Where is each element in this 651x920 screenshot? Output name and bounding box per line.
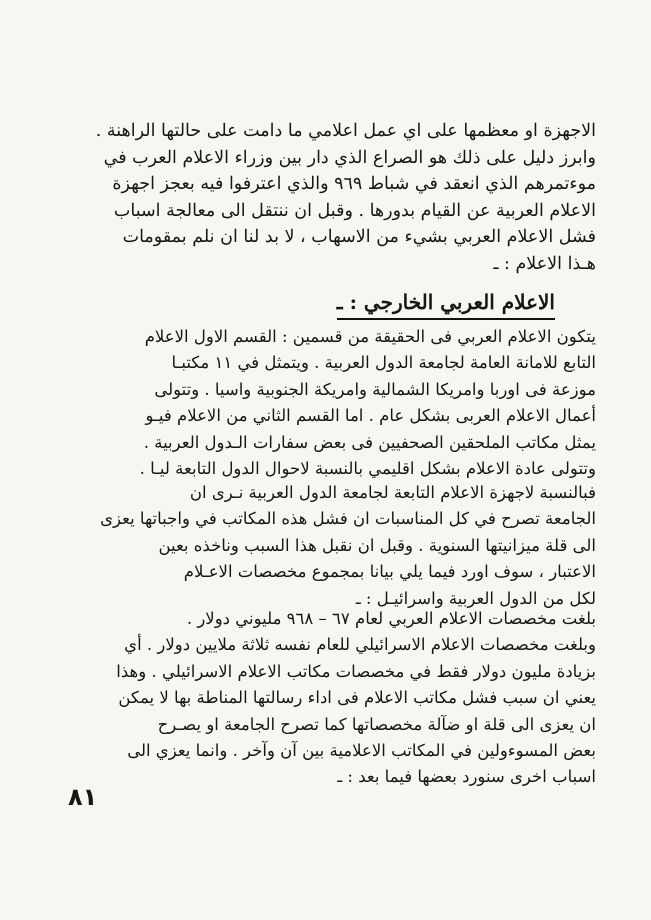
text-line: موءتمرهم الذي انعقد في شباط ٩٦٩ والذي اعترفوا فيه بعجز اجهزة (112, 174, 596, 194)
text-line: يمثل مكاتب الملحقين الصحفيين فى بعض سفارات الـدول العربية . (143, 432, 596, 452)
paragraph-2 (66, 324, 596, 482)
paragraph-3 (66, 480, 596, 612)
text-line: بلغت مخصصات الاعلام العربي لعام ٦٧ – ٩٦٨ مليوني دولار . (186, 609, 596, 628)
text-line: بعض المسوءولين في المكاتب الاعلامية بين آن وآخر . وانما يعزي الى (127, 741, 596, 761)
text-line: الجامعة تصرح في كل المناسبات ان فشل هذه المكاتب في واجباتها يعزى (100, 509, 596, 529)
paragraph-4 (66, 606, 596, 791)
text-line: يتكون الاعلام العربي فى الحقيقة من قسمين : القسم الاول الاعلام (144, 327, 596, 346)
text-line: فبالنسبة لاجهزة الاعلام التابعة لجامعة الدول العربية نـرى ان (189, 483, 596, 502)
text-line: التابع للامانة العامة لجامعة الدول العربية . ويتمثل في ١١ مكتبـا (171, 353, 596, 373)
text-line: الاجهزة او معظمها على اي عمل اعلامي ما دامت على حالتها الراهنة . (95, 121, 596, 141)
text-line: أعمال الاعلام العربى بشكل عام . اما القسم الثاني من الاعلام فيـو (145, 406, 596, 426)
section-heading: الاعلام العربي الخارجي : ـ (337, 290, 555, 320)
text-line: موزعة فى اوربا وامريكا الشمالية وامريكة الجنوبية واسيا . وتتولى (154, 379, 596, 399)
text-line: بزيادة مليون دولار فقط في مخصصات مكاتب الاعلام الاسرائيلي . وهذا (116, 661, 596, 681)
text-line: لكل من الدول العربية واسرائيـل : ـ (355, 588, 596, 608)
text-line: الاعتبار ، سوف اورد فيما يلي بيانا بمجموع مخصصات الاعـلام (183, 562, 596, 582)
text-line: وبلغت مخصصات الاعلام الاسرائيلي للعام نفسه ثلاثة ملايين دولار . أي (124, 635, 596, 655)
text-line: الى قلة ميزانيتها السنوية . وقبل ان نقبل هذا السبب وناخذه بعين (158, 535, 596, 555)
text-line: وتتولى عادة الاعلام بشكل اقليمي بالنسبة لاحوال الدول التابعة ليـا . (139, 459, 596, 479)
paragraph-1 (66, 118, 596, 277)
text-line: فشل الاعلام العربي بشيء من الاسهاب ، لا بد لنا ان نلم بمقومات (122, 227, 596, 247)
text-line: هـذا الاعلام : ـ (493, 253, 596, 274)
text-line: يعني ان سبب فشل مكاتب الاعلام فى اداء رسالتها المناطة بها لا يمكن (118, 688, 596, 708)
text-line: وابرز دليل على ذلك هو الصراع الذي دار بين وزراء الاعلام العرب في (103, 147, 596, 168)
text-line: ان يعزى الى قلة او ضآلة مخصصاتها كما تصرح الجامعة او يصـرح (157, 714, 596, 734)
text-line: اسباب اخرى سنورد بعضها فيما بعد : ـ (337, 767, 596, 787)
page-number: ٨١ (68, 783, 98, 811)
text-line: الاعلام العربية عن القيام بدورها . وقبل ان ننتقل الى معالجة اسباب (113, 200, 596, 221)
